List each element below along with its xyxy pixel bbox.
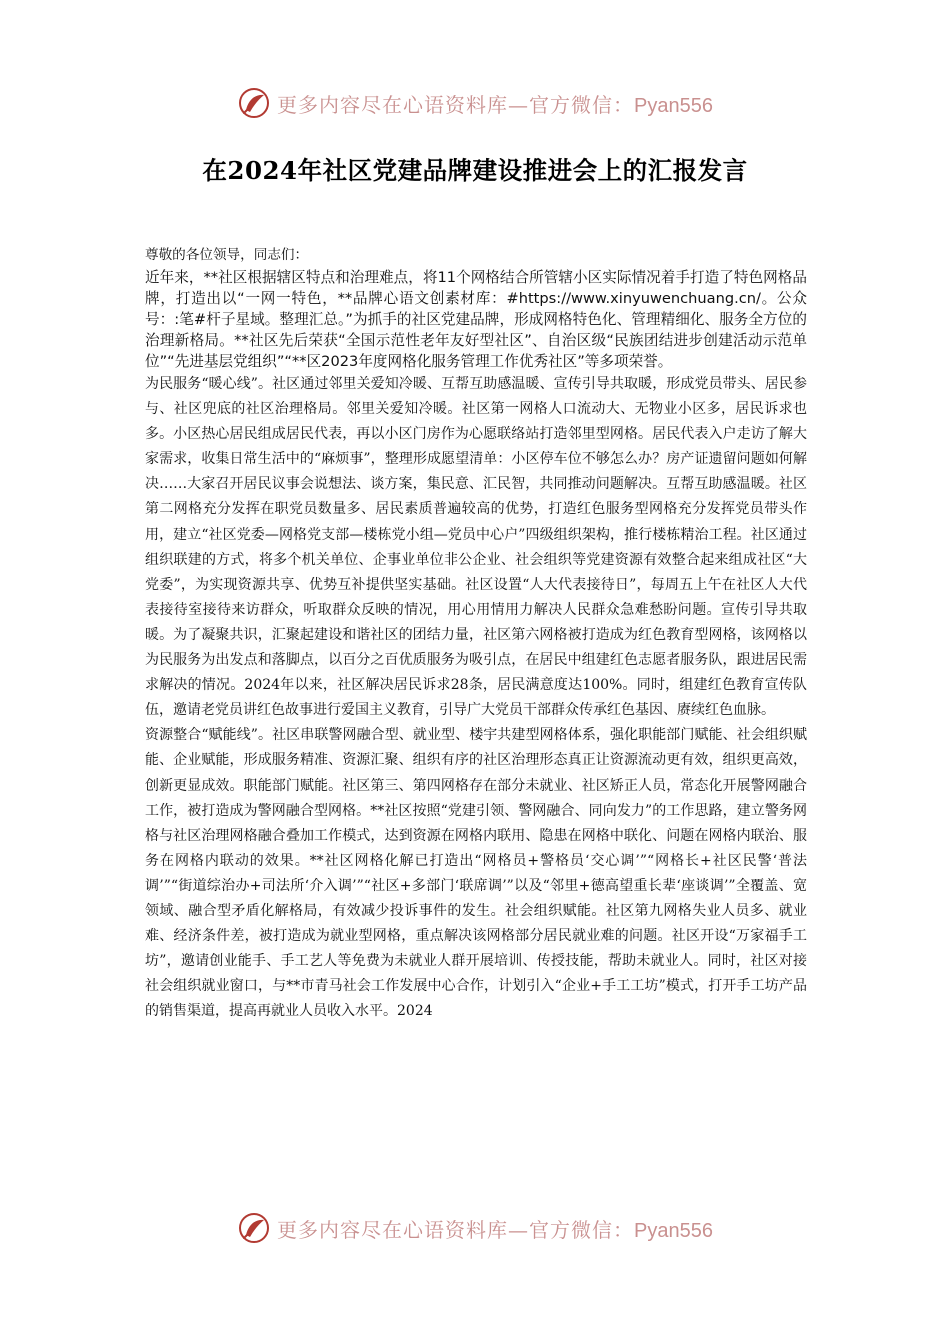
- banner-text: 更多内容尽在心语资料库—官方微信：Pyan556: [277, 92, 713, 117]
- wechat-id: Pyan556: [634, 1219, 713, 1242]
- logo-icon: [237, 1211, 271, 1245]
- wechat-id: Pyan556: [634, 94, 713, 117]
- intro-paragraph: 近年来，**社区根据辖区特点和治理难点，将11个网格结合所管辖小区实际情况着手打造了特色网格品牌，打造出以“一网一特色，**品牌心语文创素材库：#https://www.xinyuwenchuang.cn/。公众号：:笔#杆子星域。整理汇总。”为抓手的社区党建品牌，形成网格特色化、管理精细化、服务全方位的治理新格局。**社区先后荣获“全国示范性老年友好型社区”、自治区级“民族团结进步创建活动示范单位”“先进基层党组织”“**区2023年度网格化服务管理工作优秀社区”等多项荣誉。: [145, 269, 807, 370]
- header-watermark-banner: [0, 83, 950, 123]
- greeting: 尊敬的各位领导，同志们：: [145, 247, 309, 263]
- banner-text: 更多内容尽在心语资料库—官方微信：Pyan556: [277, 1217, 713, 1242]
- body-paragraph-1: 为民服务“暖心线”。社区通过邻里关爱知冷暖、互帮互助感温暖、宣传引导共取暖，形成党员带头、居民参与、社区兜底的社区治理格局。邻里关爱知冷暖。社区第一网格人口流动大、无物业小区多，居民诉求也多。小区热心居民组成居民代表，再以小区门房作为心愿联络站打造邻里型网格。居民代表入户走访了解大家需求，收集日常生活中的“麻烦事”，整理形成愿望清单：小区停车位不够怎么办？房产证遗留问题如何解决……大家召开居民议事会说想法、谈方案，集民意、汇民智，共同推动问题解决。互帮互助感温暖。社区第二网格充分发挥在职党员数量多、居民素质普遍较高的优势，打造红色服务型网格充分发挥党员带头作用，建立“社区党委—网格党支部—楼栋党小组—党员中心户”四级组织架构，推行楼栋精治工程。社区通过组织联建的方式，将多个机关单位、企事业单位非公企业、社会组织等党建资源有效整合起来组成社区“大党委”，为实现资源共享、优势互补提供坚实基础。社区设置“人大代表接待日”，每周五上午在社区人大代表接待室接待来访群众，听取群众反映的情况，用心用情用力解决人民群众急难愁盼问题。宣传引导共取暖。为了凝聚共识，汇聚起建设和谐社区的团结力量，社区第六网格被打造成为红色教育型网格，该网格以为民服务为出发点和落脚点，以百分之百优质服务为吸引点，在居民中组建红色志愿者服务队，跟进居民需求解决的情况。2024年以来，社区解决居民诉求28条，居民满意度达100%。同时，组建红色教育宣传队伍，邀请老党员讲红色故事进行爱国主义教育，引导广大党员干部群众传承红色基因、赓续红色血脉。: [145, 376, 807, 719]
- document-body: [145, 246, 807, 1024]
- footer-watermark-banner: [0, 1208, 950, 1248]
- document-title: 在2024年社区党建品牌建设推进会上的汇报发言: [202, 156, 748, 185]
- logo-icon: [237, 86, 271, 120]
- body-paragraph-2: 资源整合“赋能线”。社区串联警网融合型、就业型、楼宇共建型网格体系，强化职能部门赋能、社会组织赋能、企业赋能，形成服务精准、资源汇聚、组织有序的社区治理形态真正让资源流动更有效，组织更高效，创新更显成效。职能部门赋能。社区第三、第四网格存在部分未就业、社区矫正人员，常态化开展警网融合工作，被打造成为警网融合型网格。**社区按照“党建引领、警网融合、同向发力”的工作思路，建立警务网格与社区治理网格融合叠加工作模式，达到资源在网格内联用、隐患在网格中联化、问题在网格内联治、服务在网格内联动的效果。**社区网格化解已打造出“网格员+警格员‘交心调’”“网格长+社区民警‘普法调’”“街道综治办+司法所‘介入调’”“社区+多部门‘联席调’”以及“邻里+德高望重长辈‘座谈调’”全覆盖、宽领域、融合型矛盾化解格局，有效减少投诉事件的发生。社会组织赋能。社区第九网格失业人员多、就业难、经济条件差，被打造成为就业型网格，重点解决该网格部分居民就业难的问题。社区开设“万家福手工坊”，邀请创业能手、手工艺人等免费为未就业人群开展培训、传授技能，帮助未就业人。同时，社区对接社会组织就业窗口，与**市青马社会工作发展中心合作，计划引入“企业+手工工坊”模式，打开手工坊产品的销售渠道，提高再就业人员收入水平。2024: [145, 727, 807, 1020]
